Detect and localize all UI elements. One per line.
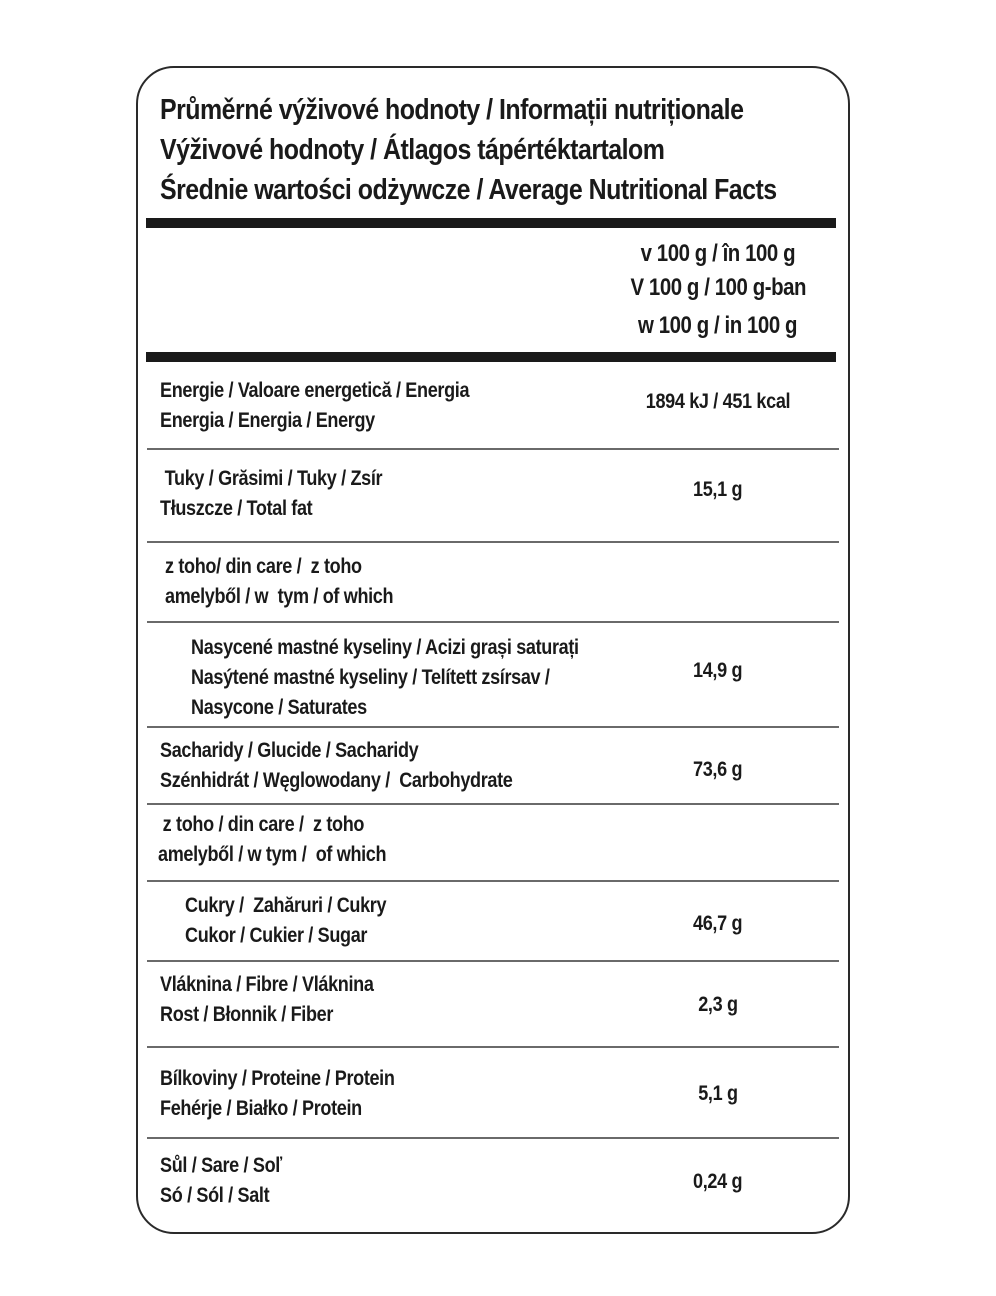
label-line: Energia / Energia / Energy (160, 409, 375, 432)
nutrient-label-carbohydrate (160, 736, 513, 796)
nutrient-label-fiber (160, 970, 374, 1030)
nutrient-label-salt (160, 1151, 282, 1211)
nutrient-value-sugar: 46,7 g (693, 912, 743, 935)
nutrient-label-sugar (185, 891, 386, 951)
nutrient-value-salt: 0,24 g (693, 1170, 743, 1193)
label-line: Nasycone / Saturates (191, 696, 367, 719)
nutrient-value-protein: 5,1 g (698, 1082, 738, 1105)
nutrient-value-fat: 15,1 g (693, 478, 743, 501)
row-divider (147, 1137, 839, 1139)
label-line: Rost / Błonnik / Fiber (160, 1003, 334, 1026)
label-line: Tuky / Grăsimi / Tuky / Zsír (160, 467, 383, 490)
label-line: Sůl / Sare / Soľ (160, 1154, 282, 1177)
column-header-line-3: w 100 g / in 100 g (638, 312, 798, 339)
header-divider-bottom (146, 352, 836, 362)
row-divider (147, 726, 839, 728)
row-divider (147, 1046, 839, 1048)
column-header-line-1: v 100 g / în 100 g (640, 240, 796, 267)
nutrient-label-carbohydrate-of-which (158, 810, 386, 870)
row-divider (147, 541, 839, 543)
row-divider (147, 621, 839, 623)
nutrient-label-fat (160, 464, 382, 524)
column-header-line-2: V 100 g / 100 g-ban (630, 274, 806, 301)
nutrient-value-carbohydrate: 73,6 g (693, 758, 743, 781)
nutrient-label-saturates (191, 633, 579, 723)
label-line: Energie / Valoare energetică / Energia (160, 379, 470, 402)
label-line: Tłuszcze / Total fat (160, 497, 313, 520)
title-line-3: Średnie wartości odżywcze / Average Nutritional Facts (160, 174, 777, 206)
nutrient-label-energy (160, 376, 469, 436)
nutrition-title (160, 90, 777, 210)
title-line-2: Výživové hodnoty / Átlagos tápértéktartalom (160, 134, 665, 166)
label-line: amelyből / w tym / of which (158, 843, 387, 866)
row-divider (147, 803, 839, 805)
label-line: Bílkoviny / Proteine / Protein (160, 1067, 395, 1090)
label-line: z toho / din care / z toho (158, 813, 365, 836)
nutrient-label-fat-of-which (165, 552, 393, 612)
label-line: Cukor / Cukier / Sugar (185, 924, 368, 947)
title-line-1: Průměrné výživové hodnoty / Informații nutriționale (160, 94, 744, 126)
label-line: Nasýtené mastné kyseliny / Telített zsírsav / (191, 666, 550, 689)
label-line: Sacharidy / Glucide / Sacharidy (160, 739, 419, 762)
header-divider-top (146, 218, 836, 228)
label-line: Szénhidrát / Węglowodany / Carbohydrate (160, 769, 513, 792)
label-line: z toho/ din care / z toho (165, 555, 362, 578)
label-line: Cukry / Zahăruri / Cukry (185, 894, 387, 917)
row-divider (147, 448, 839, 450)
label-line: Fehérje / Białko / Protein (160, 1097, 362, 1120)
label-line: amelyből / w tym / of which (165, 585, 394, 608)
label-line: Só / Sól / Salt (160, 1184, 270, 1207)
row-divider (147, 960, 839, 962)
row-divider (147, 880, 839, 882)
nutrient-value-fiber: 2,3 g (698, 993, 738, 1016)
label-line: Vláknina / Fibre / Vláknina (160, 973, 374, 996)
nutrient-label-protein (160, 1064, 395, 1124)
nutrient-value-energy: 1894 kJ / 451 kcal (645, 390, 791, 413)
label-line: Nasycené mastné kyseliny / Acizi grași saturați (191, 636, 579, 659)
nutrient-value-saturates: 14,9 g (693, 659, 743, 682)
